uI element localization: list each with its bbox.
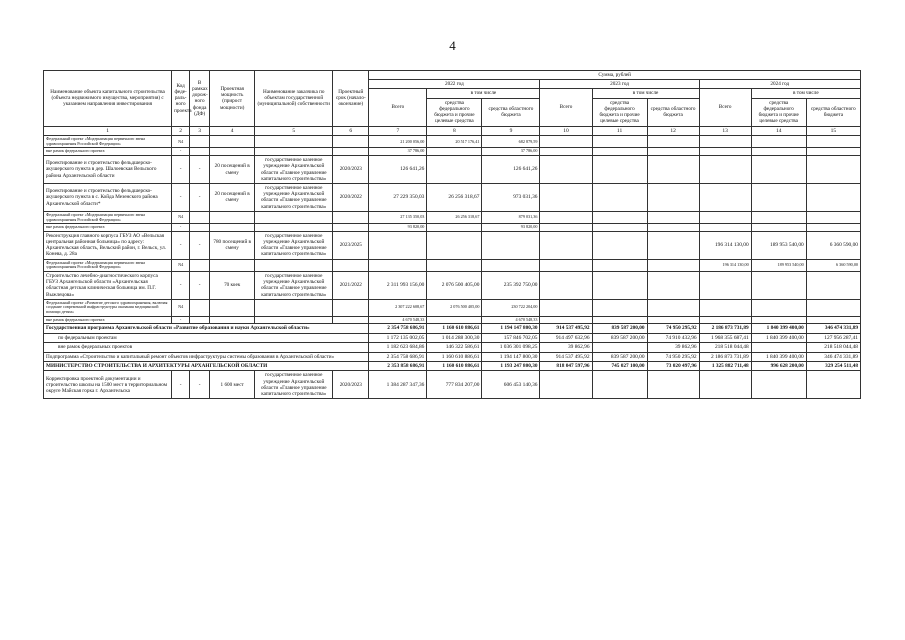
index-cell: 8 [427, 126, 482, 136]
value-cell: 1 384 287 347,36 [369, 371, 427, 399]
value-cell [647, 211, 699, 223]
object-attr: - [172, 156, 190, 184]
object-attr [255, 316, 333, 324]
object-name: Проектирование и строительство фельдшерско-акушерского пункта в дер. Шалоевская Вельского района Архангельской области [44, 156, 172, 184]
value-cell [699, 156, 751, 184]
object-attr [255, 259, 333, 271]
value-cell: 6 360 590,00 [806, 231, 860, 259]
col-header-sum: Сумма, рублей [369, 71, 861, 80]
value-cell [592, 316, 647, 324]
nonfed-label: вне рамок федеральных проектов [44, 343, 369, 352]
value-cell: 218 518 044,48 [699, 343, 751, 352]
value-cell [592, 148, 647, 156]
value-cell [592, 271, 647, 299]
object-deadline: 2020/2023 [333, 371, 369, 399]
value-cell [592, 156, 647, 184]
value-cell: 157 846 702,05 [482, 333, 540, 342]
object-attr: 20 посещений в смену [210, 184, 255, 212]
object-attr: государственное казенное учреждение Архангельской области «Главное управление капитального строительства» [255, 184, 333, 212]
funding-breakdown-row [44, 136, 861, 148]
object-attr: - [190, 231, 210, 259]
value-cell: 189 953 540,00 [751, 259, 806, 271]
value-cell: 2 186 873 731,89 [699, 324, 751, 333]
col-header-2022: 2022 год [369, 80, 540, 89]
value-cell [806, 224, 860, 232]
object-attr [190, 211, 210, 223]
value-cell [540, 156, 592, 184]
object-row [44, 156, 861, 184]
value-cell [806, 148, 860, 156]
value-cell: 21 200 056,00 [369, 136, 427, 148]
index-cell: 12 [647, 126, 699, 136]
value-cell: 26 256 318,67 [427, 184, 482, 212]
value-cell [592, 224, 647, 232]
object-row [44, 271, 861, 299]
value-cell [540, 148, 592, 156]
funding-breakdown-row [44, 259, 861, 271]
index-cell: 2 [172, 126, 190, 136]
value-cell [699, 136, 751, 148]
value-cell [647, 371, 699, 399]
value-cell: 1 036 301 098,25 [482, 343, 540, 352]
value-cell: 230 722 204,00 [482, 299, 540, 316]
col-header-capacity: Проектная мощность (прирост мощности) [210, 71, 255, 127]
index-cell: 1 [44, 126, 172, 136]
object-attr [333, 316, 369, 324]
value-cell [806, 316, 860, 324]
value-cell: 20 517 176,41 [427, 136, 482, 148]
value-cell: 1 840 399 400,00 [751, 324, 806, 333]
index-cell: 3 [190, 126, 210, 136]
value-cell: 839 587 200,00 [592, 324, 647, 333]
value-cell: 189 953 540,00 [751, 231, 806, 259]
funding-breakdown-row [44, 224, 861, 232]
value-cell [369, 231, 427, 259]
object-attr [210, 224, 255, 232]
value-cell: 4 670 548,33 [369, 316, 427, 324]
value-cell [647, 299, 699, 316]
value-cell [751, 371, 806, 399]
object-name: вне рамок федерального проекта [44, 316, 172, 324]
object-attr: государственное казенное учреждение Архангельской области «Главное управление капитального строительства» [255, 271, 333, 299]
value-cell: 839 587 200,00 [592, 352, 647, 361]
object-attr [333, 148, 369, 156]
object-name: Федеральный проект «Развитие детского здравоохранения, включая создание современной инфраструктуры оказания медицинской помощи детям» [44, 299, 172, 316]
object-attr: 2020/2022 [333, 184, 369, 212]
value-cell [647, 231, 699, 259]
value-cell [540, 136, 592, 148]
value-cell: 1 840 399 400,00 [751, 333, 806, 342]
value-cell [699, 371, 751, 399]
value-cell: 6 360 590,00 [806, 259, 860, 271]
value-cell [592, 136, 647, 148]
col-header-total: Всего [699, 89, 751, 126]
object-attr [210, 211, 255, 223]
index-cell: 10 [540, 126, 592, 136]
value-cell [369, 259, 427, 271]
value-cell: 4 670 548,33 [482, 316, 540, 324]
value-cell: 196 314 130,00 [699, 231, 751, 259]
index-cell: 7 [369, 126, 427, 136]
value-cell [751, 271, 806, 299]
value-cell: 27 229 350,03 [369, 184, 427, 212]
object-name: Корректировка проектной документации и строительство школы на 1500 мест в территориальном округе Майская горка г. Архангельска [44, 371, 172, 399]
object-capacity: 1 600 мест [210, 371, 255, 399]
value-cell: 74 910 432,96 [647, 333, 699, 342]
index-cell: 9 [482, 126, 540, 136]
object-attr [190, 224, 210, 232]
value-cell: 329 254 511,48 [806, 362, 860, 371]
value-cell: 2 076 500 405,00 [427, 271, 482, 299]
value-cell [647, 148, 699, 156]
value-cell: 818 047 597,96 [540, 362, 592, 371]
object-attr: - [172, 271, 190, 299]
value-cell: 26 256 318,67 [427, 211, 482, 223]
value-cell [540, 184, 592, 212]
value-cell [427, 224, 482, 232]
page-number: 4 [449, 38, 456, 53]
value-cell: 839 587 200,00 [592, 333, 647, 342]
object-attr [255, 211, 333, 223]
value-cell [540, 231, 592, 259]
object-name: Реконструкция главного корпуса ГБУЗ АО «Вельская центральная районная больница» по адресу: Архангельская область, Вельский район, г. Вельск, ул. Конева, д. 28а [44, 231, 172, 259]
value-cell: 93 820,00 [369, 224, 427, 232]
value-cell [427, 316, 482, 324]
value-cell: 2 354 758 686,91 [369, 352, 427, 361]
object-attr [190, 259, 210, 271]
object-name: Федеральный проект «Модернизация первичного звена здравоохранения Российской Федерации» [44, 259, 172, 271]
value-cell: 1 160 610 886,61 [427, 362, 482, 371]
value-cell [647, 259, 699, 271]
value-cell [699, 299, 751, 316]
value-cell [592, 299, 647, 316]
value-cell: 996 628 200,00 [751, 362, 806, 371]
value-cell [540, 316, 592, 324]
index-cell: 4 [210, 126, 255, 136]
index-cell: 14 [751, 126, 806, 136]
program-label: Государственная программа Архангельской области «Развитие образования и науки Архангельской области» [44, 324, 369, 333]
value-cell: 93 820,00 [482, 224, 540, 232]
value-cell: 2 307 222 608,67 [369, 299, 427, 316]
object-attr [210, 148, 255, 156]
value-cell [427, 156, 482, 184]
value-cell [592, 371, 647, 399]
object-attr [255, 299, 333, 316]
object-attr [255, 148, 333, 156]
index-cell: 13 [699, 126, 751, 136]
object-attr [255, 136, 333, 148]
object-attr: государственное казенное учреждение Архангельской области «Главное управление капитального строительства» [255, 231, 333, 259]
object-attr: - [172, 316, 190, 324]
nonfed-row [44, 343, 861, 352]
value-cell [540, 371, 592, 399]
value-cell [647, 224, 699, 232]
value-cell [751, 224, 806, 232]
index-cell: 6 [333, 126, 369, 136]
object-attr [333, 299, 369, 316]
value-cell: 1 172 135 002,05 [369, 333, 427, 342]
object-attr [210, 136, 255, 148]
object-attr [210, 299, 255, 316]
value-cell [482, 231, 540, 259]
value-cell: 218 518 044,48 [806, 343, 860, 352]
value-cell [592, 231, 647, 259]
value-cell [806, 299, 860, 316]
value-cell: 1 194 147 800,30 [482, 352, 540, 361]
value-cell: 2 311 993 156,00 [369, 271, 427, 299]
index-cell: 11 [592, 126, 647, 136]
value-cell [647, 184, 699, 212]
value-cell: 682 879,59 [482, 136, 540, 148]
value-cell [540, 259, 592, 271]
value-cell [751, 148, 806, 156]
col-header-customer: Наименование заказчика по объектам государственной (муниципальной) собственности [255, 71, 333, 127]
value-cell [751, 211, 806, 223]
object-row [44, 371, 861, 399]
value-cell: 745 027 100,00 [592, 362, 647, 371]
object-attr [255, 224, 333, 232]
col-header-reg: средства областного бюджета [806, 98, 860, 126]
object-attr: 780 посещений в смену [210, 231, 255, 259]
col-header-fed: средства федерального бюджета и прочие целевые средства [751, 98, 806, 126]
value-cell: 74 950 295,92 [647, 324, 699, 333]
value-cell: 1 840 399 400,00 [751, 352, 806, 361]
ministry-row [44, 362, 861, 371]
value-cell: 1 194 147 800,30 [482, 324, 540, 333]
value-cell: 1 193 247 800,30 [482, 362, 540, 371]
object-customer: государственное казенное учреждение Архангельской области «Главное управление капитального строительства» [255, 371, 333, 399]
object-attr [190, 148, 210, 156]
value-cell [699, 316, 751, 324]
value-cell [806, 371, 860, 399]
object-dorfund: - [190, 371, 210, 399]
col-header-fed: средства федерального бюджета и прочие целевые средства [427, 98, 482, 126]
col-header-2023: 2023 год [540, 80, 699, 89]
value-cell [751, 156, 806, 184]
object-attr: 20 посещений в смену [210, 156, 255, 184]
value-cell [647, 136, 699, 148]
value-cell [806, 136, 860, 148]
value-cell: 235 392 750,00 [482, 271, 540, 299]
object-attr [333, 259, 369, 271]
subprogram-label: Подпрограмма «Строительство и капитальный ремонт объектов инфраструктуры системы образования в Архангельской области» [44, 352, 369, 361]
value-cell: 37 786,00 [482, 148, 540, 156]
object-attr [210, 316, 255, 324]
value-cell [592, 259, 647, 271]
value-cell: 196 314 130,00 [699, 259, 751, 271]
object-name: Строительство лечебно-диагностического корпуса ГБУЗ Архангельской области «Архангельская областная детская клиническая больница им. П.Г. Выжлецова» [44, 271, 172, 299]
fed-projects-label: по федеральным проектам [44, 333, 369, 342]
col-header-2024: 2024 год [699, 80, 860, 89]
object-attr: N4 [172, 211, 190, 223]
value-cell [699, 148, 751, 156]
value-cell [592, 211, 647, 223]
value-cell [427, 148, 482, 156]
value-cell [647, 271, 699, 299]
value-cell [806, 184, 860, 212]
value-cell [647, 316, 699, 324]
value-cell: 2 353 858 686,91 [369, 362, 427, 371]
col-header-code: Код феде-раль-ного проекта [172, 71, 190, 127]
value-cell [751, 316, 806, 324]
object-attr [190, 299, 210, 316]
object-attr: N4 [172, 136, 190, 148]
object-name: Федеральный проект «Модернизация первичного звена здравоохранения Российской Федерации» [44, 136, 172, 148]
object-attr [210, 259, 255, 271]
object-attr [190, 136, 210, 148]
investment-table [43, 70, 861, 399]
col-header-reg: средства областного бюджета [647, 98, 699, 126]
value-cell [751, 136, 806, 148]
object-attr: - [172, 231, 190, 259]
object-attr [333, 224, 369, 232]
value-cell [540, 271, 592, 299]
col-header-total: Всего [540, 89, 592, 126]
col-header-incl: в том числе [592, 89, 699, 98]
value-cell [751, 299, 806, 316]
funding-breakdown-row [44, 148, 861, 156]
object-attr [333, 136, 369, 148]
value-cell: 27 135 350,03 [369, 211, 427, 223]
value-cell: 1 182 623 684,86 [369, 343, 427, 352]
value-cell [751, 343, 806, 352]
index-cell: 5 [255, 126, 333, 136]
subprogram-row [44, 352, 861, 361]
value-cell [540, 211, 592, 223]
value-cell [751, 184, 806, 212]
object-code: - [172, 371, 190, 399]
value-cell: 914 537 495,92 [540, 352, 592, 361]
col-header-incl: в том числе [751, 89, 860, 98]
object-attr: - [172, 148, 190, 156]
index-cell: 15 [806, 126, 860, 136]
value-cell: 2 186 873 731,89 [699, 352, 751, 361]
value-cell: 2 354 758 686,91 [369, 324, 427, 333]
value-cell: 146 322 586,61 [427, 343, 482, 352]
funding-breakdown-row [44, 299, 861, 316]
value-cell [540, 224, 592, 232]
col-header-name: Наименование объекта капитального строительства (объекта недвижимого имущества, мероприятия) с указанием направления инвестирования [44, 71, 172, 127]
value-cell [699, 211, 751, 223]
value-cell [647, 156, 699, 184]
value-cell [592, 184, 647, 212]
object-row [44, 184, 861, 212]
object-attr: 2021/2022 [333, 271, 369, 299]
fed-projects-row [44, 333, 861, 342]
value-cell: 39 862,96 [540, 343, 592, 352]
col-header-fed: средства федерального бюджета и прочие целевые средства [592, 98, 647, 126]
value-cell: 973 031,36 [482, 184, 540, 212]
value-cell: 126 641,26 [482, 156, 540, 184]
object-name: Федеральный проект «Модернизация первичного звена здравоохранения Российской Федерации» [44, 211, 172, 223]
object-attr: - [190, 271, 210, 299]
value-cell [699, 271, 751, 299]
value-cell: 1 160 610 886,61 [427, 352, 482, 361]
col-header-dorfund: В рамках дорож-ного фонда (ДФ) [190, 71, 210, 127]
value-cell [699, 184, 751, 212]
value-cell [806, 156, 860, 184]
value-cell: 1 968 355 687,41 [699, 333, 751, 342]
object-attr: 2023/2025 [333, 231, 369, 259]
value-cell [427, 231, 482, 259]
ministry-label: МИНИСТЕРСТВО СТРОИТЕЛЬСТВА И АРХИТЕКТУРЫ АРХАНГЕЛЬСКОЙ ОБЛАСТИ [44, 362, 369, 371]
col-header-reg: средства областного бюджета [482, 98, 540, 126]
value-cell: 39 862,96 [647, 343, 699, 352]
value-cell: 914 497 632,96 [540, 333, 592, 342]
object-attr [190, 316, 210, 324]
object-attr: 70 коек [210, 271, 255, 299]
col-header-total: Всего [369, 89, 427, 126]
value-cell: 346 474 331,89 [806, 324, 860, 333]
index-row [44, 126, 861, 136]
funding-breakdown-row [44, 316, 861, 324]
object-name: Проектирование и строительство фельдшерско-акушерского пункта в с. Койда Мезенского района Архангельской области* [44, 184, 172, 212]
object-attr [333, 211, 369, 223]
table-body [44, 136, 861, 399]
value-cell: 1 014 288 300,30 [427, 333, 482, 342]
value-cell: 606 453 140,36 [482, 371, 540, 399]
value-cell: 73 020 497,96 [647, 362, 699, 371]
value-cell: 914 537 495,92 [540, 324, 592, 333]
program-row [44, 324, 861, 333]
value-cell: 1 325 882 711,48 [699, 362, 751, 371]
object-attr: - [190, 156, 210, 184]
object-attr: - [172, 184, 190, 212]
value-cell [699, 224, 751, 232]
value-cell: 37 786,00 [369, 148, 427, 156]
object-attr: - [190, 184, 210, 212]
object-attr: N4 [172, 259, 190, 271]
value-cell: 2 076 500 405,00 [427, 299, 482, 316]
value-cell: 127 956 287,41 [806, 333, 860, 342]
value-cell [806, 211, 860, 223]
object-name: вне рамок федерального проекта [44, 224, 172, 232]
object-attr: - [172, 224, 190, 232]
object-name: вне рамок федерального проекта [44, 148, 172, 156]
value-cell: 879 031,36 [482, 211, 540, 223]
object-row [44, 231, 861, 259]
value-cell [482, 259, 540, 271]
value-cell: 346 474 331,89 [806, 352, 860, 361]
col-header-incl: в том числе [427, 89, 540, 98]
col-header-deadline: Проектный срок (начало-окончание) [333, 71, 369, 127]
funding-breakdown-row [44, 211, 861, 223]
value-cell [592, 343, 647, 352]
object-attr: государственное казенное учреждение Архангельской области «Главное управление капитального строительства» [255, 156, 333, 184]
object-attr: 2020/2023 [333, 156, 369, 184]
value-cell: 74 950 295,92 [647, 352, 699, 361]
value-cell [806, 271, 860, 299]
value-cell: 1 160 610 886,61 [427, 324, 482, 333]
value-cell: 777 834 207,00 [427, 371, 482, 399]
value-cell: 126 641,26 [369, 156, 427, 184]
value-cell [427, 259, 482, 271]
object-attr: N4 [172, 299, 190, 316]
value-cell [540, 299, 592, 316]
